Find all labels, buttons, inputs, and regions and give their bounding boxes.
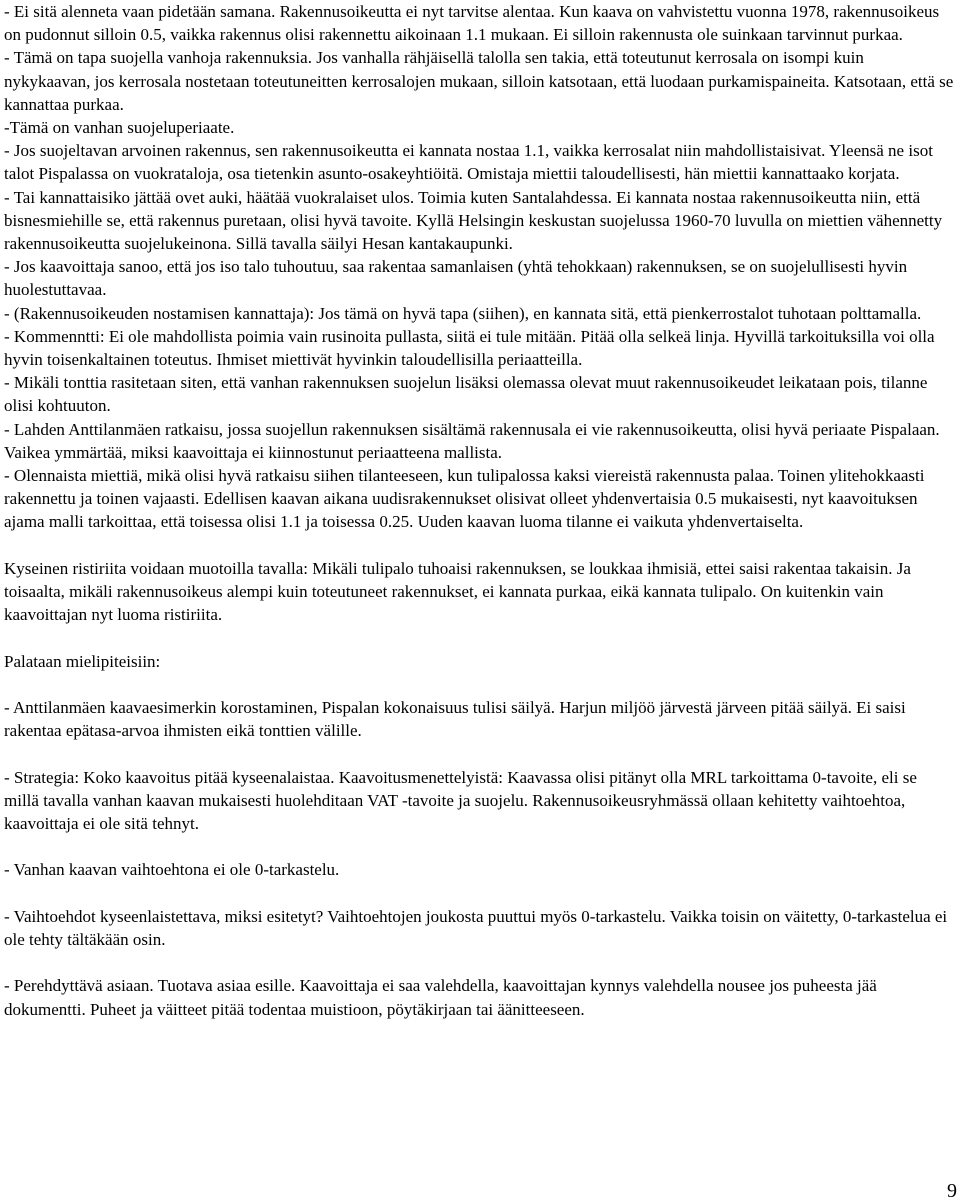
paragraph: - Jos kaavoittaja sanoo, että jos iso talo tuhoutuu, saa rakentaa samanlaisen (yhtä tehokkaan) rakennuksen, se on suojelullisesti hyvin huolestuttavaa. xyxy=(4,257,908,300)
paragraph: - Strategia: Koko kaavoitus pitää kyseenalaistaa. Kaavoitusmenettelyistä: Kaavassa olisi pitänyt olla MRL tarkoittama 0-tavoite, eli se millä tavalla vanhan kaavan mukaisesti huolehditaan VAT -tavoite ja suojelu. Rakennusoikeusryhmässä ollaan kehitetty vaihtoehtoa, kaavoittaja ei ole sitä tehnyt. xyxy=(4,767,917,834)
paragraph: - Tai kannattaisiko jättää ovet auki, häätää vuokralaiset ulos. Toimia kuten Santalahdessa. Ei kannata nostaa rakennusoikeutta niin, että bisnesmiehille se, että rakennus puretaan, olisi hyvä tavoite. Kyllä Helsingin keskustan suojelussa 1960-70 luvulla on miettien vähennetty rakennusoikeutta suojelukeinona. Sillä tavalla säilyi Hesan kantakaupunki. xyxy=(4,187,943,254)
paragraph: - Kommenntti: Ei ole mahdollista poimia vain rusinoita pullasta, siitä ei tule mitään. Pitää olla selkeä linja. Hyvillä tarkoituksilla voi olla hyvin toisenkaltainen toteutus. Ihmiset miettivät hyvinkin taloudellisilla periaatteilla. xyxy=(4,326,935,370)
paragraph: - Tämä on tapa suojella vanhoja rakennuksia. Jos vanhalla rähjäisellä talolla sen takia, että toteutunut kerrosala on isompi kuin nykykaavan, jos kerrosala nostetaan toteutuneitten kerrosalojen mukaan, silloin katsotaan, että luodaan purkamispaineita. Katsotaan, että se kannattaa purkaa. xyxy=(4,48,954,114)
paragraph: - Vaihtoehdot kyseenlaistettava, miksi esitetyt? Vaihtoehtojen joukosta puuttui myös 0-tarkastelu. Vaikka toisin on väitetty, 0-tarkastelua ei ole tehty tältäkään osin. xyxy=(4,906,948,950)
paragraph: - Anttilanmäen kaavaesimerkin korostaminen, Pispalan kokonaisuus tulisi säilyä. Harjun miljöö järvestä järveen pitää säilyä. Ei saisi rakentaa epätasa-arvoa ihmisten eikä tonttien välille. xyxy=(4,698,906,741)
paragraph: - Ei sitä alenneta vaan pidetään samana. Rakennusoikeutta ei nyt tarvitse alentaa. Kun kaava on vahvistettu vuonna 1978, rakennusoikeus on pudonnut silloin 0.5, vaikka rakennus olisi rakennettu aikoinaan 1.1 mukaan. Ei silloin rakennusta ole suinkaan tarvinnut purkaa. xyxy=(4,2,940,45)
paragraph: - Vanhan kaavan vaihtoehtona ei ole 0-tarkastelu. xyxy=(4,860,340,880)
paragraph: Kyseinen ristiriita voidaan muotoilla tavalla: Mikäli tulipalo tuhoaisi rakennuksen, se loukkaa ihmisiä, ettei saisi rakentaa takaisin. Ja toisaalta, mikäli rakennusoikeus alempi kuin toteutuneet rakennukset, ei kannata purkaa, eikä kannata tulipalo. On kuitenkin vain kaavoittajan nyt luoma ristiriita. xyxy=(4,558,911,625)
paragraph: - Olennaista miettiä, mikä olisi hyvä ratkaisu siihen tilanteeseen, kun tulipalossa kaksi viereistä rakennusta palaa. Toinen ylitehokkaasti rakennettu ja toinen vajaasti. Edellisen kaavan aikana uudisrakennukset olisivat olleet yhdenvertaisia 0.5 mukaisesti, nyt kaavoituksen ajama malli tarkoittaa, että toisessa olisi 1.1 ja toisessa 0.25. Uuden kaavan luoma tilanne ei vaikuta yhdenvertaiselta. xyxy=(4,466,925,532)
paragraph: - (Rakennusoikeuden nostamisen kannattaja): Jos tämä on hyvä tapa (siihen), en kannata sitä, että pienkerrostalot tuhotaan polttamalla. xyxy=(4,303,922,323)
page-number: 9 xyxy=(947,1180,957,1202)
document-body xyxy=(4,0,954,1021)
paragraph: - Jos suojeltavan arvoinen rakennus, sen rakennusoikeutta ei kannata nostaa 1.1, vaikka kerrosalat niin mahdollistaisivat. Yleensä ne isot talot Pispalassa on vuokrataloja, osa tietenkin asunto-osakeyhtiöitä. Omistaja miettii taloudellisesti, hän miettii kannattaako korjata. xyxy=(4,141,933,184)
paragraph: - Mikäli tonttia rasitetaan siten, että vanhan rakennuksen suojelun lisäksi olemassa olevat muut rakennusoikeudet leikataan pois, tilanne olisi kohtuuton. xyxy=(4,373,928,416)
paragraph: -Tämä on vanhan suojeluperiaate. xyxy=(4,118,235,138)
paragraph: - Perehdyttävä asiaan. Tuotava asiaa esille. Kaavoittaja ei saa valehdella, kaavoittajan kynnys valehdella nousee jos puheesta jää dokumentti. Puheet ja väitteet pitää todentaa muistioon, pöytäkirjaan tai äänitteeseen. xyxy=(4,976,877,1019)
paragraph: Palataan mielipiteisiin: xyxy=(4,651,161,671)
paragraph: - Lahden Anttilanmäen ratkaisu, jossa suojellun rakennuksen sisältämä rakennusala ei vie rakennusoikeutta, olisi hyvä periaate Pispalaan. Vaikea ymmärtää, miksi kaavoittaja ei kiinnostunut periaatteena mallista. xyxy=(4,419,940,462)
